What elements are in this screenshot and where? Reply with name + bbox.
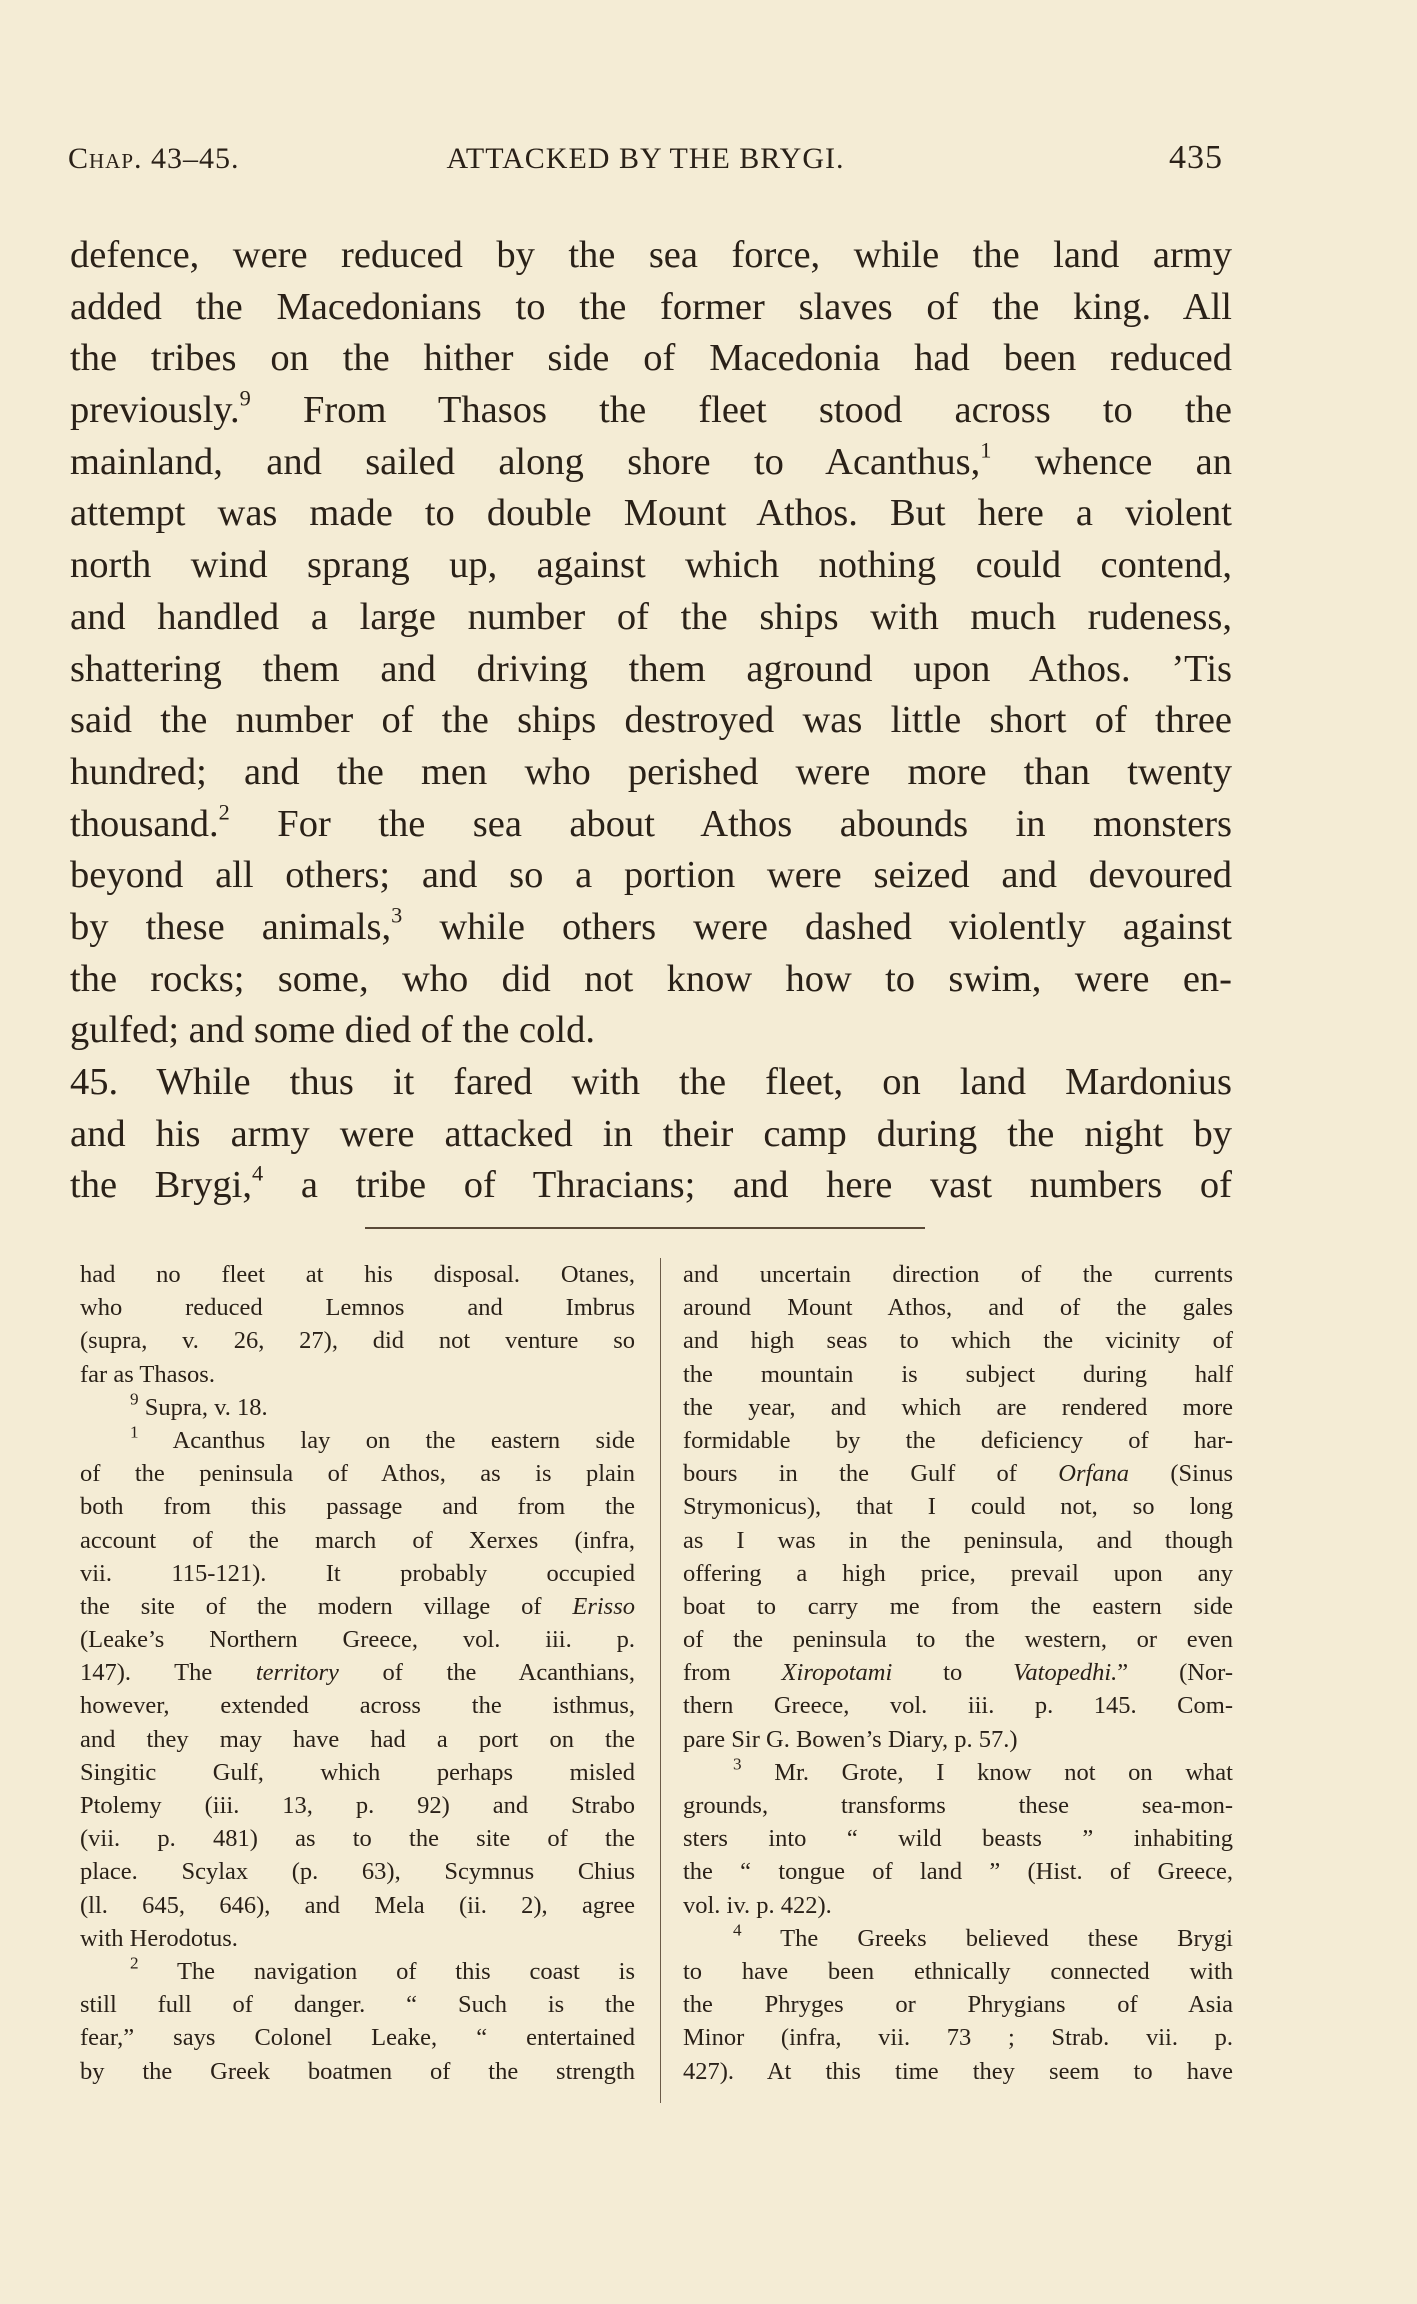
footnote-line: vol. iv. p. 422). — [683, 1891, 832, 1919]
text-segment: a tribe of Thracians; and here vast numbers of — [263, 1164, 1233, 1207]
footnote-marker: 3 — [733, 1754, 742, 1774]
footnote-line: of the peninsula to the western, or even — [683, 1626, 1233, 1654]
footnote-line: Singitic Gulf, which perhaps misled — [80, 1758, 635, 1786]
text-segment: the Brygi, — [70, 1164, 253, 1207]
footnote-line: Strymonicus), that I could not, so long — [683, 1493, 1233, 1521]
footnotes-left-column — [80, 1258, 635, 2088]
text-line — [70, 385, 1232, 437]
text-line: the tribes on the hither side of Macedonia had been reduced — [70, 337, 1232, 380]
footnote-line: still full of danger. “ Such is the — [80, 1991, 635, 2019]
italic-segment: territory — [255, 1659, 339, 1687]
text-segment: Mr. Grote, I know not on what — [741, 1758, 1233, 1786]
footnote-ref: 9 — [239, 385, 251, 411]
footnote-line: fear,” says Colonel Leake, “ entertained — [80, 2024, 635, 2052]
text-line: gulfed; and some died of the cold. — [70, 1009, 595, 1052]
footnote-line: the mountain is subject during half — [683, 1360, 1233, 1388]
text-segment: whence an — [991, 440, 1232, 483]
footnote-line: and they may have had a port on the — [80, 1725, 635, 1753]
text-line: defence, were reduced by the sea force, while the land army — [70, 234, 1232, 276]
footnote-line: had no fleet at his disposal. Otanes, — [80, 1261, 635, 1288]
footnote-line: place. Scylax (p. 63), Scymnus Chius — [80, 1858, 635, 1886]
text-line — [70, 1160, 1232, 1212]
footnote-line: formidable by the deficiency of har- — [683, 1426, 1233, 1454]
column-divider — [660, 1258, 661, 2103]
footnote-line — [683, 1756, 1233, 1789]
footnote-line: sters into “ wild beasts ” inhabiting — [683, 1825, 1233, 1853]
footnote-line — [80, 1656, 635, 1689]
text-segment: Supra, v. 18. — [138, 1393, 268, 1421]
footnotes-right-column — [683, 1258, 1233, 2088]
footnote-line: Ptolemy (iii. 13, p. 92) and Strabo — [80, 1792, 635, 1819]
text-line: beyond all others; and so a portion were seized and devoured — [70, 854, 1232, 897]
page-number: 435 — [1169, 139, 1223, 176]
footnote-marker: 2 — [130, 1953, 139, 1973]
text-line: said the number of the ships destroyed was little short of three — [70, 699, 1232, 742]
footnote-line: and high seas to which the vicinity of — [683, 1327, 1233, 1355]
text-line: added the Macedonians to the former slaves of the king. All — [70, 285, 1232, 328]
footnote-line: thern Greece, vol. iii. p. 145. Com- — [683, 1692, 1233, 1720]
footnote-line: far as Thasos. — [80, 1360, 215, 1388]
text-line — [70, 437, 1232, 489]
text-segment: from — [683, 1659, 782, 1687]
footnote-line: with Herodotus. — [80, 1924, 238, 1952]
footnote-line: 427). At this time they seem to have — [683, 2057, 1233, 2085]
italic-segment: Vatopedhi. — [1013, 1659, 1118, 1687]
text-segment: by these animals, — [70, 905, 392, 948]
text-line — [70, 799, 1232, 851]
text-segment: bours in the Gulf of — [683, 1460, 1059, 1488]
footnote-line: offering a high price, prevail upon any — [683, 1559, 1233, 1587]
footnote-line: vii. 115-121). It probably occupied — [80, 1559, 635, 1587]
footnote-line: around Mount Athos, and of the gales — [683, 1294, 1233, 1322]
footnote-line: Minor (infra, vii. 73 ; Strab. vii. p. — [683, 2024, 1233, 2052]
text-segment: 147). The — [80, 1659, 256, 1687]
footnote-marker: 1 — [130, 1422, 139, 1442]
text-segment: Acanthus lay on the eastern side — [138, 1426, 635, 1454]
footnote-line — [683, 1656, 1233, 1689]
footnote-line — [80, 1955, 635, 1988]
footnote-marker: 4 — [733, 1920, 742, 1940]
text-segment: ” (Nor- — [1117, 1659, 1233, 1687]
chapter-reference: Chap. 43–45. — [68, 142, 240, 175]
footnote-marker: 9 — [130, 1389, 139, 1409]
footnote-divider — [365, 1227, 925, 1229]
footnote-line: (supra, v. 26, 27), did not venture so — [80, 1327, 635, 1355]
footnote-ref: 4 — [252, 1160, 264, 1186]
text-segment: The Greeks believed these Brygi — [741, 1924, 1233, 1952]
footnote-line: and uncertain direction of the currents — [683, 1261, 1233, 1288]
text-line — [70, 902, 1232, 954]
text-segment: The navigation of this coast is — [138, 1957, 635, 1985]
footnote-ref: 3 — [391, 902, 403, 928]
running-title: ATTACKED BY THE BRYGI. — [446, 142, 845, 175]
text-segment: mainland, and sailed along shore to Acanthus, — [70, 440, 981, 483]
footnote-line — [683, 1922, 1233, 1955]
footnote-line: by the Greek boatmen of the strength — [80, 2057, 635, 2085]
footnote-line: the year, and which are rendered more — [683, 1393, 1233, 1421]
text-segment: From Thasos the fleet stood across to the — [250, 389, 1232, 432]
footnote-line: however, extended across the isthmus, — [80, 1692, 635, 1720]
text-segment: to — [892, 1659, 1014, 1687]
text-segment: of the Acanthians, — [338, 1659, 636, 1687]
text-line: and his army were attacked in their camp during the night by — [70, 1112, 1232, 1155]
text-segment: thousand. — [70, 802, 219, 845]
footnote-line: (ll. 645, 646), and Mela (ii. 2), agree — [80, 1891, 635, 1919]
running-header — [68, 139, 1223, 192]
footnote-line: grounds, transforms these sea-mon- — [683, 1792, 1233, 1819]
footnote-line — [80, 1590, 635, 1623]
footnote-line: the Phryges or Phrygians of Asia — [683, 1991, 1233, 2019]
footnote-line: account of the march of Xerxes (infra, — [80, 1526, 635, 1554]
text-segment: the site of the modern village of — [80, 1592, 573, 1620]
footnote-line: to have been ethnically connected with — [683, 1957, 1233, 1985]
text-line: attempt was made to double Mount Athos. But here a violent — [70, 492, 1232, 535]
footnote-ref: 1 — [980, 437, 992, 463]
text-segment: (Sinus — [1129, 1460, 1233, 1488]
text-segment: previously. — [70, 389, 240, 432]
footnote-line: as I was in the peninsula, and though — [683, 1526, 1233, 1554]
footnote-line: boat to carry me from the eastern side — [683, 1592, 1233, 1620]
text-segment: For the sea about Athos abounds in monsters — [229, 802, 1232, 845]
footnote-line — [80, 1391, 635, 1424]
text-line: 45. While thus it fared with the fleet, on land Mardonius — [70, 1061, 1232, 1103]
italic-segment: Orfana — [1058, 1460, 1130, 1488]
footnote-ref: 2 — [218, 798, 230, 824]
footnote-line: both from this passage and from the — [80, 1493, 635, 1521]
text-line: the rocks; some, who did not know how to swim, were en- — [70, 957, 1232, 1000]
italic-segment: Xiropotami — [781, 1659, 893, 1687]
text-line: north wind sprang up, against which nothing could contend, — [70, 544, 1232, 587]
footnote-line: who reduced Lemnos and Imbrus — [80, 1294, 635, 1322]
footnote-line: (Leake’s Northern Greece, vol. iii. p. — [80, 1626, 635, 1654]
text-line: hundred; and the men who perished were more than twenty — [70, 750, 1232, 793]
footnote-line: of the peninsula of Athos, as is plain — [80, 1460, 635, 1488]
footnote-line — [683, 1457, 1233, 1490]
footnote-line: pare Sir G. Bowen’s Diary, p. 57.) — [683, 1725, 1018, 1753]
text-segment: while others were dashed violently against — [402, 905, 1232, 948]
text-line: and handled a large number of the ships with much rudeness, — [70, 595, 1232, 638]
footnote-line: (vii. p. 481) as to the site of the — [80, 1825, 635, 1853]
footnote-line: the “ tongue of land ” (Hist. of Greece, — [683, 1858, 1233, 1886]
footnote-line — [80, 1424, 635, 1457]
main-text — [70, 230, 1232, 1212]
italic-segment: Erisso — [572, 1592, 635, 1620]
text-line: shattering them and driving them aground upon Athos. ’Tis — [70, 647, 1232, 690]
